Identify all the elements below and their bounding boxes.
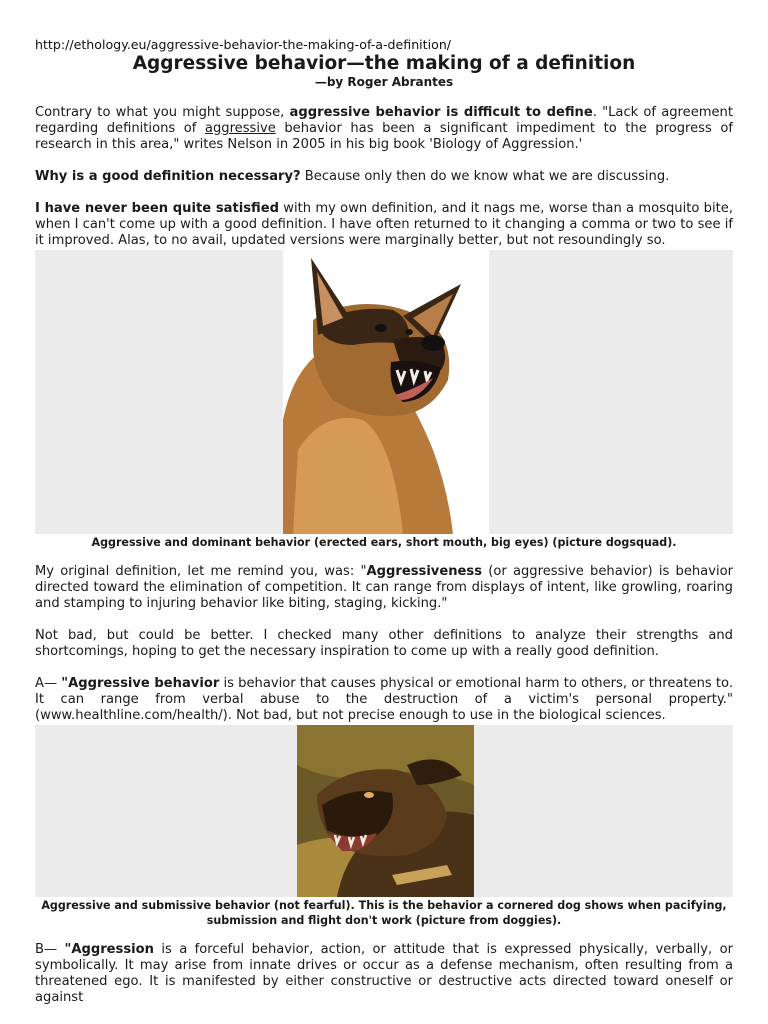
intro-paragraph: Contrary to what you might suppose, aggressive behavior is difficult to define. "Lack of agreement regarding definitions of aggressive behavior has been a significant impediment to the progress of research in this area," writes Nelson in 2005 in his big book 'Biology of Aggression.' xyxy=(35,105,733,152)
source-url[interactable]: http://ethology.eu/aggressive-behavior-the-making-of-a-definition/ xyxy=(35,37,452,52)
original-definition-paragraph: My original definition, let me remind you, was: "Aggressiveness (or aggressive behavior) is behavior directed toward the elimination of competition. It can range from displays of intent, like growling, roaring and stamping to injuring behavior like biting, staging, kicking." xyxy=(35,564,733,611)
figure2-caption: Aggressive and submissive behavior (not fearful). This is the behavior a cornered dog shows when pacifying, submission and flight don't work (picture from doggies). xyxy=(41,899,727,927)
dominant-dog-photo xyxy=(283,250,489,534)
definition-b-paragraph: B— "Aggression is a forceful behavior, action, or attitude that is expressed physically, verbally, or symbolically. It may arise from innate drives or occur as a defense mechanism, often resulting from a threatened ego. It is manifested by either constructive or destructive acts directed toward oneself or against xyxy=(35,942,733,1005)
figure1-caption: Aggressive and dominant behavior (erected ears, short mouth, big eyes) (picture dogsquad). xyxy=(91,536,677,549)
submissive-dog-photo xyxy=(297,725,474,897)
not-bad-paragraph: Not bad, but could be better. I checked many other definitions to analyze their strengths and shortcomings, hoping to get the necessary inspiration to come up with a really good definition. xyxy=(35,628,733,659)
definition-a-paragraph: A— "Aggressive behavior is behavior that causes physical or emotional harm to others, or threatens to. It can range from verbal abuse to the destruction of a victim's personal property." (www.healthline.com/health/). Not bad, but not precise enough to use in the biological sciences. xyxy=(35,676,733,723)
satisfaction-paragraph: I have never been quite satisfied with my own definition, and it nags me, worse than a mosquito bite, when I can't come up with a good definition. I have often returned to it changing a comma or two to see if it improved. Alas, to no avail, updated versions were marginally better, but not resoundingly so. xyxy=(35,201,733,248)
article-title: Aggressive behavior—the making of a definition xyxy=(132,53,636,74)
author-byline: —by Roger Abrantes xyxy=(314,75,454,89)
why-definition-paragraph: Why is a good definition necessary? Because only then do we know what we are discussing. xyxy=(35,169,670,184)
bold-phrase: aggressive behavior is difficult to define xyxy=(289,105,593,120)
document-page xyxy=(35,37,733,1006)
figure-dominant-dog xyxy=(35,250,733,534)
figure-submissive-dog xyxy=(35,725,733,897)
underlined-word: aggressive xyxy=(204,121,276,136)
